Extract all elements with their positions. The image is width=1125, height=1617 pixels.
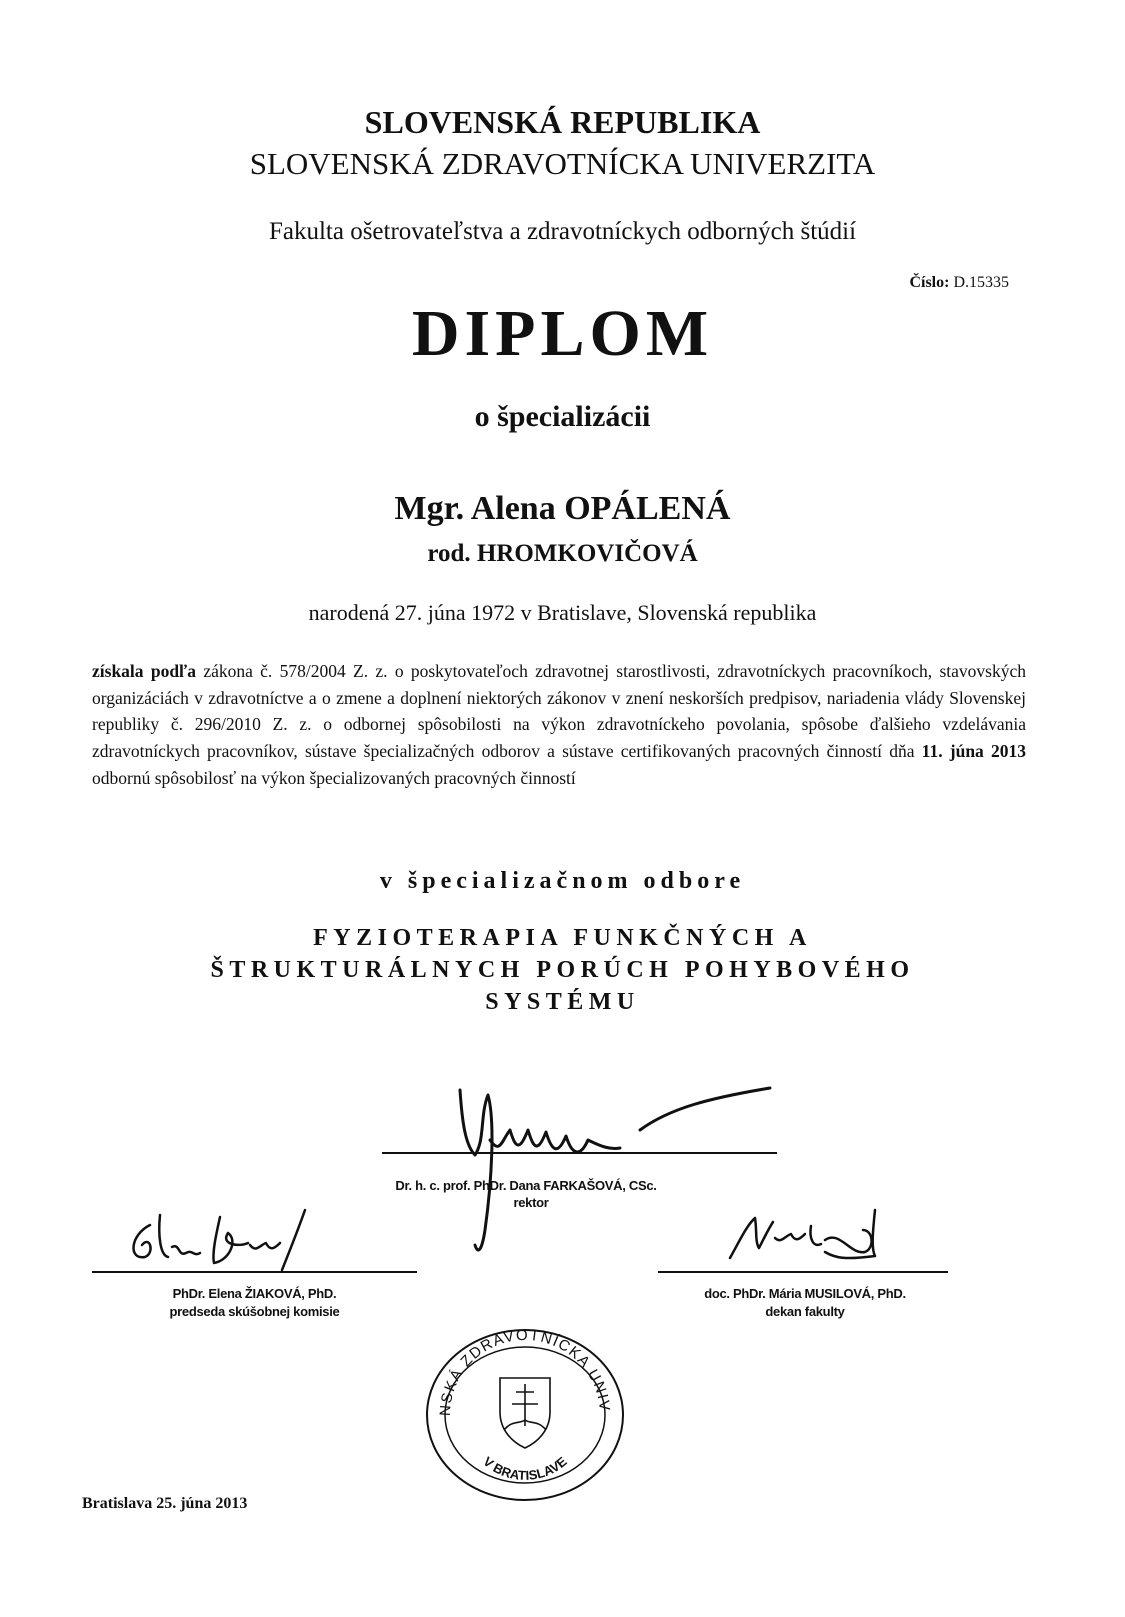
coat-of-arms-icon — [500, 1378, 550, 1448]
diploma-body-text — [92, 658, 1026, 792]
chair-signature-line — [92, 1271, 417, 1273]
chair-name: PhDr. Elena ŽIAKOVÁ, PhD. — [172, 1286, 337, 1301]
seal-text: SLOVENSKÁ ZDRAVOTNÍCKA UNIVERZITA — [413, 1307, 614, 1417]
seal-city: V BRATISLAVE — [480, 1453, 570, 1483]
body-legal-text: zákona č. 578/2004 Z. z. o poskytovateľoch zdravotnej starostlivosti, zdravotníckych pracovníkoch, stavovských organizáciách v zdravotníctve a o zmene a doplnení niektorých zákonov v znení neskorších predpisov, nariadenia vlády Slovenskej republiky č. 296/2010 Z. z. o odbornej spôsobilosti na výkon zdravotníckeho povolania, spôsobe ďalšieho vzdelávania zdravotníckych pracovníkov, sústave špecializačných odborov a sústave certifikovaných pracovných činností dňa — [92, 661, 1026, 762]
holder-maiden-name: rod. HROMKOVIČOVÁ — [427, 540, 698, 567]
document-number-value: D.15335 — [953, 274, 1009, 291]
rector-signature-line — [382, 1152, 777, 1154]
specialization-field — [0, 922, 1125, 1018]
dean-name: doc. PhDr. Mária MUSILOVÁ, PhD. — [704, 1286, 906, 1301]
diploma-title: DIPLOM — [411, 297, 714, 370]
field-line-1: FYZIOTERAPIA FUNKČNÝCH A — [313, 925, 812, 951]
document-number — [909, 274, 1009, 292]
chair-role: predseda skúšobnej komisie — [169, 1304, 340, 1319]
dean-signature — [725, 1200, 895, 1275]
body-lead: získala podľa — [92, 661, 197, 681]
diploma-subtitle: o špecializácii — [474, 400, 651, 433]
rector-name: Dr. h. c. prof. PhDr. Dana FARKAŠOVÁ, CSc. — [395, 1178, 657, 1193]
field-line-2: ŠTRUKTURÁLNYCH PORÚCH POHYBOVÉHO — [210, 957, 915, 983]
university-heading: SLOVENSKÁ ZDRAVOTNÍCKA UNIVERZITA — [249, 146, 876, 181]
rector-role: rektor — [513, 1195, 549, 1210]
holder-birth: narodená 27. júna 1972 v Bratislave, Slovenská republika — [308, 600, 817, 625]
document-number-label: Číslo: — [909, 274, 950, 291]
body-date: 11. júna 2013 — [921, 741, 1026, 762]
dean-role: dekan fakulty — [765, 1304, 845, 1319]
holder-name: Mgr. Alena OPÁLENÁ — [394, 490, 731, 527]
field-intro: v špecializačnom odbore — [379, 868, 746, 894]
country-heading: SLOVENSKÁ REPUBLIKA — [364, 104, 761, 140]
field-line-3: SYSTÉMU — [485, 989, 640, 1015]
place-and-date: Bratislava 25. júna 2013 — [82, 1495, 248, 1512]
chair-signature — [120, 1205, 340, 1280]
faculty-heading: Fakulta ošetrovateľstva a zdravotníckych odborných štúdií — [268, 218, 857, 245]
dean-signature-line — [658, 1271, 948, 1273]
university-seal — [413, 1307, 630, 1500]
body-closing: odbornú spôsobilosť na výkon špecializovaných pracovných činností — [92, 767, 576, 788]
